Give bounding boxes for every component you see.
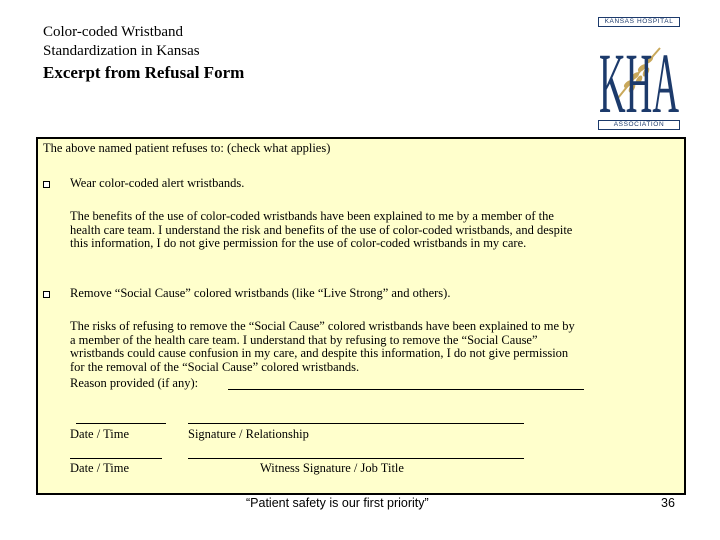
option-1-text-line-1: The benefits of the use of color-coded wristbands have been explained to me by a member of the bbox=[70, 209, 554, 223]
page-number: 36 bbox=[661, 496, 675, 510]
slide-title-line-2: Standardization in Kansas bbox=[43, 43, 200, 59]
signature-field[interactable] bbox=[188, 423, 524, 424]
slide-heading: Excerpt from Refusal Form bbox=[43, 63, 245, 82]
date-label-1: Date / Time bbox=[70, 427, 130, 441]
date-field-2[interactable] bbox=[70, 458, 162, 459]
form-intro: The above named patient refuses to: (check what applies) bbox=[43, 141, 331, 155]
logo-letters bbox=[598, 28, 680, 120]
social-cause-refusal-checkbox[interactable] bbox=[43, 291, 50, 298]
logo-bottom-text: ASSOCIATION bbox=[598, 120, 680, 130]
signature-label: Signature / Relationship bbox=[188, 427, 309, 441]
date-label-2: Date / Time bbox=[70, 461, 130, 475]
option-2-text-line-4: for the removal of the “Social Cause” colored wristbands. bbox=[70, 359, 360, 374]
option-2-text-line-1: The risks of refusing to remove the “Social Cause” colored wristbands have been explained to me by bbox=[70, 319, 575, 333]
option-2-text-line-2: a member of the health care team. I understand that by refusing to remove the “Social Cause” bbox=[70, 332, 538, 347]
witness-label: Witness Signature / Job Title bbox=[260, 461, 404, 475]
logo-top-text: KANSAS HOSPITAL bbox=[598, 17, 680, 27]
svg-text:KHA: KHA bbox=[599, 35, 679, 120]
reason-label: Reason provided (if any): bbox=[70, 376, 199, 390]
date-field-1[interactable] bbox=[76, 423, 166, 424]
kha-logo bbox=[598, 17, 680, 130]
option-1-label: Wear color-coded alert wristbands. bbox=[70, 176, 245, 190]
option-2-label: Remove “Social Cause” colored wristbands (like “Live Strong” and others). bbox=[70, 286, 451, 300]
option-1-text-line-3: this information, I do not give permission for the use of color-coded wristbands in my care. bbox=[70, 236, 527, 250]
reason-field[interactable] bbox=[228, 389, 584, 390]
option-1-text-line-2: health care team. I understand the risk and benefits of the use of color-coded wristbands, and despite bbox=[70, 222, 573, 237]
slide-title-line-1: Color-coded Wristband bbox=[43, 24, 184, 40]
witness-signature-field[interactable] bbox=[188, 458, 524, 459]
refusal-form bbox=[36, 137, 686, 495]
option-2-text-line-3: wristbands could cause confusion in my care, and despite this information, I do not give permission bbox=[70, 346, 569, 360]
wristband-refusal-checkbox[interactable] bbox=[43, 181, 50, 188]
footer-slogan: “Patient safety is our first priority” bbox=[246, 496, 429, 510]
